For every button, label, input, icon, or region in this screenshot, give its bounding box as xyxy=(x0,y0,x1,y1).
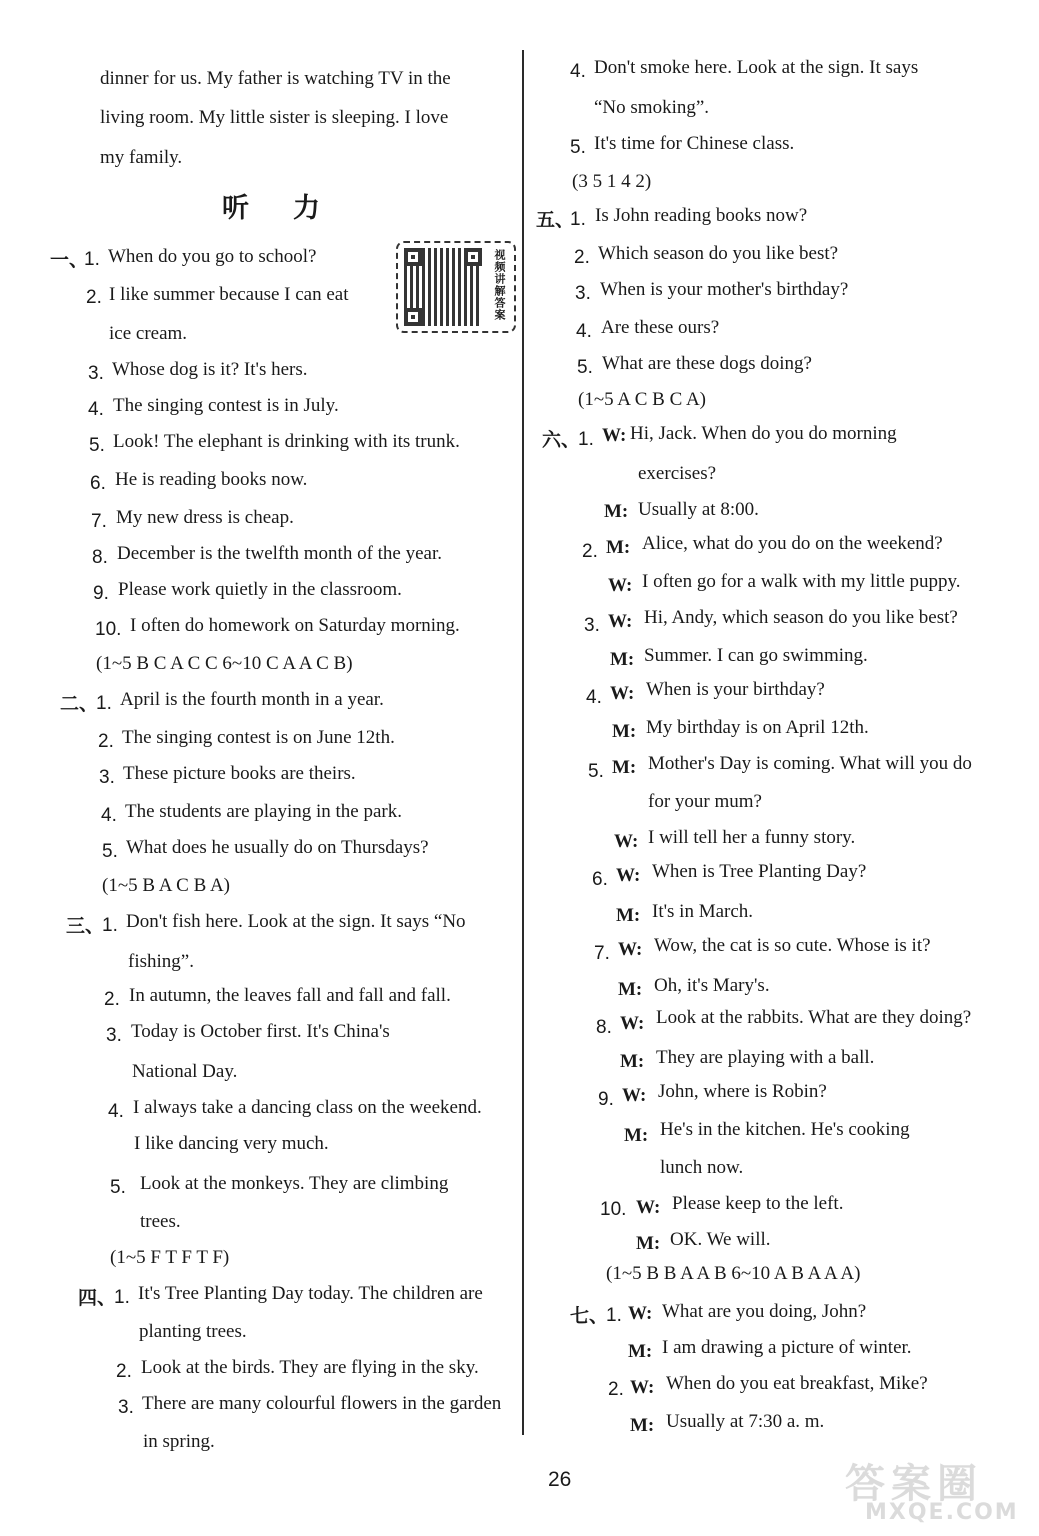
page-number: 26 xyxy=(548,1468,572,1491)
speaker-label: W: xyxy=(630,1377,655,1398)
section-label-3: 三、 xyxy=(66,915,105,937)
dialog-line: I will tell her a funny story. xyxy=(648,827,856,848)
item-number: 9. xyxy=(598,1089,614,1110)
speaker-label: M: xyxy=(628,1341,653,1362)
item-number: 2. xyxy=(574,247,590,268)
list-item: Is John reading books now? xyxy=(595,205,808,226)
list-item: trees. xyxy=(140,1211,181,1232)
dialog-line: When do you eat breakfast, Mike? xyxy=(666,1373,928,1394)
dialog-line: Usually at 8:00. xyxy=(638,499,759,520)
dialog-line: Alice, what do you do on the weekend? xyxy=(642,533,943,554)
speaker-label: W: xyxy=(622,1085,647,1106)
item-number: 1. xyxy=(570,209,586,230)
item-number: 8. xyxy=(596,1017,612,1038)
list-item: What does he usually do on Thursdays? xyxy=(126,837,429,858)
item-number: 8. xyxy=(92,547,108,568)
watermark-text-bottom: MXQE.COM xyxy=(865,1500,1019,1525)
list-item: “No smoking”. xyxy=(594,97,710,118)
dialog-line: Usually at 7:30 a. m. xyxy=(666,1411,825,1432)
dialog-line: I often go for a walk with my little puppy. xyxy=(642,571,961,592)
dialog-line: He's in the kitchen. He's cooking xyxy=(660,1119,910,1140)
dialog-line: I am drawing a picture of winter. xyxy=(662,1337,912,1358)
item-number: 7. xyxy=(91,511,107,532)
item-number: 9. xyxy=(93,583,109,604)
section-heading-listening: 听力 xyxy=(222,193,364,224)
item-number: 5. xyxy=(102,841,118,862)
item-number: 3. xyxy=(106,1025,122,1046)
speaker-label: M: xyxy=(612,721,637,742)
speaker-label: M: xyxy=(610,649,635,670)
list-item: April is the fourth month in a year. xyxy=(120,689,384,710)
dialog-line: lunch now. xyxy=(660,1157,744,1178)
list-item: When is your mother's birthday? xyxy=(600,279,849,300)
list-item: fishing”. xyxy=(128,951,194,972)
dialog-line: Please keep to the left. xyxy=(672,1193,844,1214)
speaker-label: M: xyxy=(618,979,643,1000)
list-item: These picture books are theirs. xyxy=(123,763,356,784)
qr-code-icon xyxy=(404,248,482,326)
dialog-line: They are playing with a ball. xyxy=(656,1047,875,1068)
speaker-label: W: xyxy=(628,1303,653,1324)
speaker-label: W: xyxy=(620,1013,645,1034)
list-item: I like summer because I can eat xyxy=(109,284,349,305)
list-item: Don't fish here. Look at the sign. It says “No xyxy=(126,911,466,932)
item-number: 1. xyxy=(606,1305,622,1326)
item-number: 2. xyxy=(86,287,102,308)
dialog-line: Hi, Andy, which season do you like best? xyxy=(644,607,958,628)
section-label-5: 五、 xyxy=(536,209,575,231)
list-item: When do you go to school? xyxy=(108,246,317,267)
speaker-label: M: xyxy=(620,1051,645,1072)
watermark-logo xyxy=(845,1452,1035,1532)
dialog-line: When is Tree Planting Day? xyxy=(652,861,867,882)
list-item: Which season do you like best? xyxy=(598,243,839,264)
item-number: 4. xyxy=(108,1101,124,1122)
item-number: 2. xyxy=(116,1361,132,1382)
speaker-label: W: xyxy=(610,683,635,704)
answer-key: (1~5 B B A A B 6~10 A B A A A) xyxy=(606,1263,861,1284)
list-item: I often do homework on Saturday morning. xyxy=(130,615,460,636)
intro-line-1: dinner for us. My father is watching TV in the xyxy=(100,68,451,89)
dialog-line: Mother's Day is coming. What will you do xyxy=(648,753,972,774)
dialog-line: Look at the rabbits. What are they doing? xyxy=(656,1007,972,1028)
section-label-6: 六、 xyxy=(542,429,581,451)
list-item: There are many colourful flowers in the garden xyxy=(142,1393,502,1414)
speaker-label: M: xyxy=(616,905,641,926)
speaker-label: W: xyxy=(618,939,643,960)
list-item: Look! The elephant is drinking with its trunk. xyxy=(113,431,460,452)
item-number: 1. xyxy=(96,693,112,714)
item-number: 6. xyxy=(90,473,106,494)
qr-code-box[interactable] xyxy=(396,241,516,333)
item-number: 2. xyxy=(104,989,120,1010)
list-item: The singing contest is on June 12th. xyxy=(122,727,395,748)
list-item: planting trees. xyxy=(139,1321,247,1342)
speaker-label: M: xyxy=(630,1415,655,1436)
intro-line-2: living room. My little sister is sleeping. I love xyxy=(100,107,449,128)
speaker-label: M: xyxy=(636,1233,661,1254)
dialog-line: Oh, it's Mary's. xyxy=(654,975,770,996)
speaker-label: M: xyxy=(604,501,629,522)
dialog-line: My birthday is on April 12th. xyxy=(646,717,869,738)
dialog-line: It's in March. xyxy=(652,901,754,922)
speaker-label: M: xyxy=(624,1125,649,1146)
list-item: Look at the monkeys. They are climbing xyxy=(140,1173,449,1194)
item-number: 5. xyxy=(577,357,593,378)
item-number: 7. xyxy=(594,943,610,964)
item-number: 3. xyxy=(575,283,591,304)
section-label-7: 七、 xyxy=(570,1305,609,1327)
list-item: Please work quietly in the classroom. xyxy=(118,579,402,600)
item-number: 1. xyxy=(114,1287,130,1308)
item-number: 4. xyxy=(88,399,104,420)
speaker-label: W: xyxy=(608,611,633,632)
item-number: 4. xyxy=(576,321,592,342)
dialog-line: John, where is Robin? xyxy=(658,1081,827,1102)
list-item: ice cream. xyxy=(109,323,188,344)
speaker-label: M: xyxy=(612,757,637,778)
speaker-label: W: xyxy=(608,575,633,596)
section-label-4: 四、 xyxy=(78,1287,117,1309)
item-number: 5. xyxy=(588,761,604,782)
answer-key: (1~5 F T F T F) xyxy=(110,1247,230,1268)
section-label-2: 二、 xyxy=(60,693,99,715)
dialog-line: What are you doing, John? xyxy=(662,1301,867,1322)
item-number: 2. xyxy=(98,731,114,752)
item-number: 4. xyxy=(101,805,117,826)
qr-finder-icon xyxy=(404,248,422,266)
item-number: 2. xyxy=(582,541,598,562)
list-item: Look at the birds. They are flying in the sky. xyxy=(141,1357,479,1378)
speaker-label: W: xyxy=(602,425,627,446)
item-number: 10. xyxy=(95,619,122,640)
item-number: 6. xyxy=(592,869,608,890)
list-item: It's Tree Planting Day today. The children are xyxy=(138,1283,483,1304)
speaker-label: W: xyxy=(614,831,639,852)
qr-finder-icon xyxy=(404,308,422,326)
list-item: Don't smoke here. Look at the sign. It says xyxy=(594,57,919,78)
list-item: What are these dogs doing? xyxy=(602,353,812,374)
list-item: in spring. xyxy=(143,1431,215,1452)
list-item: National Day. xyxy=(132,1061,238,1082)
item-number: 5. xyxy=(89,435,105,456)
speaker-label: W: xyxy=(636,1197,661,1218)
item-number: 4. xyxy=(570,61,586,82)
answer-key: (1~5 B C A C C 6~10 C A A C B) xyxy=(96,653,353,674)
dialog-line: Wow, the cat is so cute. Whose is it? xyxy=(654,935,931,956)
list-item: December is the twelfth month of the year. xyxy=(117,543,443,564)
dialog-line: OK. We will. xyxy=(670,1229,771,1250)
speaker-label: W: xyxy=(616,865,641,886)
list-item: My new dress is cheap. xyxy=(116,507,294,528)
list-item: He is reading books now. xyxy=(115,469,308,490)
dialog-line: exercises? xyxy=(638,463,717,484)
list-item: Today is October first. It's China's xyxy=(131,1021,390,1042)
list-item: Are these ours? xyxy=(601,317,720,338)
dialog-line: for your mum? xyxy=(648,791,762,812)
section-label-1: 一、 xyxy=(50,249,89,271)
dialog-line: When is your birthday? xyxy=(646,679,825,700)
list-item: It's time for Chinese class. xyxy=(594,133,795,154)
list-item: I like dancing very much. xyxy=(134,1133,329,1154)
item-number: 3. xyxy=(118,1397,134,1418)
item-number: 1. xyxy=(102,915,118,936)
item-number: 1. xyxy=(578,429,594,450)
item-number: 4. xyxy=(586,687,602,708)
intro-line-3: my family. xyxy=(100,147,183,168)
item-number: 2. xyxy=(608,1379,624,1400)
qr-caption: 视频讲解答案 xyxy=(493,249,506,321)
qr-finder-icon xyxy=(464,248,482,266)
list-item: Whose dog is it? It's hers. xyxy=(112,359,308,380)
dialog-line: Summer. I can go swimming. xyxy=(644,645,868,666)
speaker-label: M: xyxy=(606,537,631,558)
item-number: 5. xyxy=(110,1177,126,1198)
list-item: I always take a dancing class on the weekend. xyxy=(133,1097,482,1118)
watermark-text-top: 答案圈 xyxy=(845,1461,983,1507)
list-item: The singing contest is in July. xyxy=(113,395,339,416)
item-number: 3. xyxy=(99,767,115,788)
item-number: 10. xyxy=(600,1199,627,1220)
item-number: 3. xyxy=(584,615,600,636)
answer-key: (1~5 B A C B A) xyxy=(102,875,230,896)
item-number: 1. xyxy=(84,249,100,270)
list-item: In autumn, the leaves fall and fall and fall. xyxy=(129,985,451,1006)
answer-key: (3 5 1 4 2) xyxy=(572,171,652,192)
item-number: 5. xyxy=(570,137,586,158)
column-divider xyxy=(522,50,524,1435)
answer-key: (1~5 A C B C A) xyxy=(578,389,706,410)
list-item: The students are playing in the park. xyxy=(125,801,403,822)
item-number: 3. xyxy=(88,363,104,384)
dialog-line: Hi, Jack. When do you do morning xyxy=(630,423,897,444)
